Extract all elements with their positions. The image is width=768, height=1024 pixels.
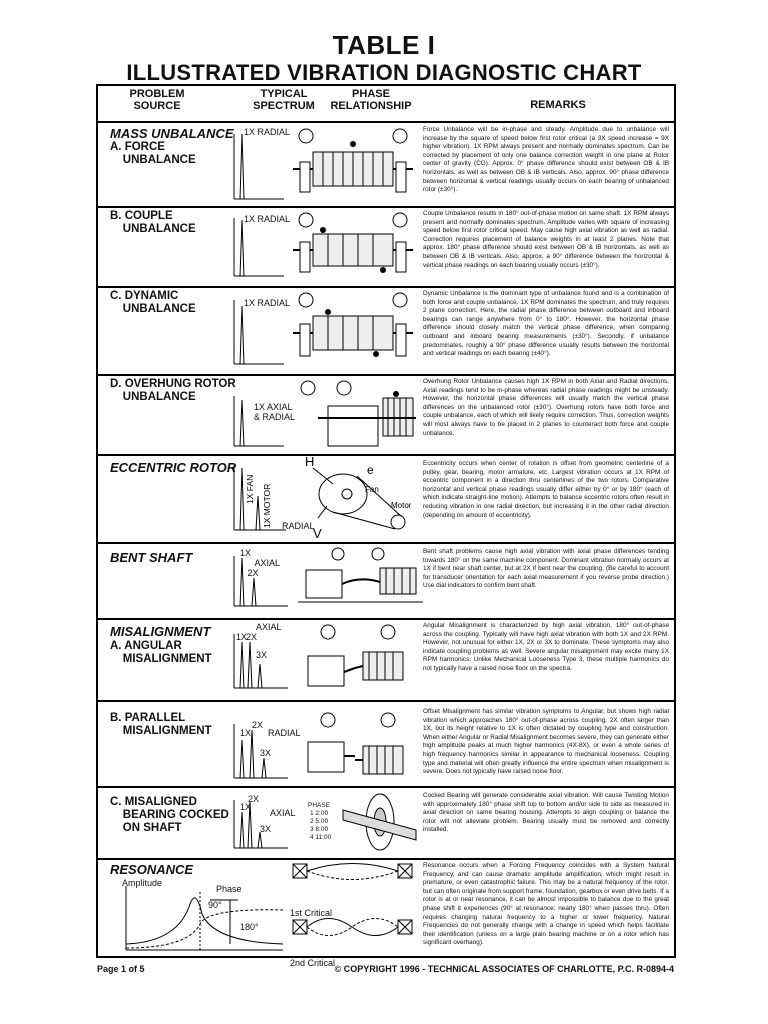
dynamic-rotor-illustration (288, 288, 418, 373)
eccentric-fan-spec-label: 1X FAN (245, 474, 255, 504)
overhung-remarks: Overhung Rotor Unbalance causes high 1X RPM in both Axial and Radial directions. Axial readings tend to be in-phase whereas radial phase readings might be unsteady. However, the horizontal phase differences will usually match the vertical phase differences on the unbalanced rotor (±30°). Overhung rotors have both force and couple unbalance, each of which will likely require correction. Thus, correction weights will most always have to be placed in 2 planes to counteract both force and couple unbalance. (423, 378, 669, 437)
angular-2x-label: 2X (246, 632, 258, 642)
bent-shaft-label: BENT SHAFT (110, 550, 193, 565)
row-divider (98, 700, 674, 702)
chart-table (96, 84, 676, 968)
resonance-90-label: 90° (208, 900, 222, 910)
eccentric-radial-label: RADIAL (282, 521, 315, 531)
row-divider (98, 858, 674, 860)
resonance-label: RESONANCE (110, 862, 194, 877)
overhung-unbalance-label: D. OVERHUNG ROTOR UNBALANCE (110, 378, 236, 403)
overhung-spec-label: 1X AXIAL & RADIAL (254, 402, 296, 422)
header-divider (98, 121, 674, 123)
eccentric-e-label: e (367, 463, 374, 477)
title-line-1: TABLE I (332, 30, 436, 60)
couple-rotor-illustration (288, 208, 418, 286)
resonance-180-label: 180° (240, 922, 259, 932)
parallel-3x-label: 3X (260, 748, 272, 758)
eccentric-motor-label: Motor (391, 501, 412, 510)
cocked-bearing-label: C. MISALIGNED BEARING COCKED ON SHAFT (110, 796, 229, 834)
force-rotor-illustration (288, 124, 418, 206)
eccentric-fan-label: Fan (365, 485, 379, 494)
eccentric-motor-spec-label: 1X MOTOR (262, 483, 272, 528)
resonance-amplitude-label: Amplitude (122, 878, 163, 888)
cocked-remarks: Cocked Bearing will generate considerable axial vibration. Will cause Twisting Motion with approximately 180° phase shift top to bottom and/or side to side as measured in axial direction on same bearing housing. Attempts to align coupling or balance the rotor will not alleviate problem. Bearing usually must be removed and correctly installed. (423, 792, 669, 834)
mass-unbalance-title: MASS UNBALANCE (110, 126, 234, 141)
couple-unbalance-label: B. COUPLE UNBALANCE (110, 210, 196, 235)
overhung-spectrum-plot (226, 376, 286, 456)
couple-spec-label: 1X RADIAL (244, 214, 291, 224)
cocked-phase-title: PHASE (308, 802, 331, 809)
resonance-mode-shape-illustration (288, 862, 418, 958)
force-spec-label: 1X RADIAL (244, 127, 291, 137)
cocked-phase-row: 1 2:00 (310, 810, 329, 817)
resonance-curve-plot (118, 884, 288, 954)
header-remarks: REMARKS (530, 99, 586, 111)
misalignment-title: MISALIGNMENT (110, 624, 211, 639)
row-divider (98, 786, 674, 788)
couple-spectrum-plot (226, 208, 286, 288)
force-unbalance-label: A. FORCE UNBALANCE (110, 141, 196, 166)
parallel-spectrum-plot (226, 702, 296, 786)
dynamic-unbalance-label: C. DYNAMIC UNBALANCE (110, 290, 196, 315)
cocked-phase-row: 2 5:00 (310, 818, 329, 825)
row-divider (98, 618, 674, 620)
angular-spectrum-plot (226, 620, 296, 700)
title-line-2: ILLUSTRATED VIBRATION DIAGNOSTIC CHART (126, 60, 642, 85)
parallel-misalignment-label: B. PARALLEL MISALIGNMENT (110, 712, 212, 737)
footer-copyright: © COPYRIGHT 1996 - TECHNICAL ASSOCIATES OF CHARLOTTE, P.C. R-0894-4 (334, 964, 674, 974)
force-remarks: Force Unbalance will be in-phase and steady. Amplitude due to unbalance will increase by the square of speed below first rotor critical (a 3X speed increase = 9X higher vibration). 1X RPM always present and normally dominates spectrum. Can be corrected by placement of only one balance correction weight in one plane at Rotor center of gravity (CG). Approx. 0° phase difference should exist between OB & IB horizontals, as well as between OB & IB verticals. Also, approx. 90° phase difference between horizontal & vertical readings usually occurs on each bearing of unbalanced rotor (±30°). (423, 126, 669, 194)
cocked-3x-label: 3X (260, 824, 272, 834)
cocked-phase-row: 4 11:00 (310, 834, 332, 841)
cocked-1x-label: 1X (240, 802, 252, 812)
overhung-rotor-illustration (288, 376, 423, 456)
angular-1x-label: 1X (236, 632, 248, 642)
bent-spectrum-plot (226, 544, 296, 614)
angular-misalignment-illustration (303, 622, 423, 697)
eccentric-rotor-label: ECCENTRIC ROTOR (110, 460, 237, 475)
dynamic-spec-label: 1X RADIAL (244, 298, 291, 308)
resonance-remarks: Resonance occurs when a Forcing Frequency coincides with a System Natural Frequency, and can cause dramatic amplitude amplification, which might result in premature, or even catastrophic failure. This may be a natural frequency of the rotor, but can often originate from support frame, foundation, gearbox or even drive belts. If a rotor is at or near resonance, it can be almost impossible to balance due to the great phase shift it experiences (90° at resonance; nearly 180° when passes thru). Often requires changing natural frequency to a higher or lower frequency. Natural Frequencies do not generally change with a change in speed which helps facilitate their identification (unless on a large plain bearing machine or on a rotor which has significant overhang). (423, 862, 669, 947)
cocked-phase-row: 3 8:00 (310, 826, 329, 833)
footer-page-number: Page 1 of 5 (97, 964, 145, 974)
parallel-remarks: Offset Misalignment has similar vibration symptoms to Angular, but shows high radial vibration which approaches 180° out-of-phase across coupling. 2X often larger than 1X, but its height relative to 1X is often dictated by coupling type and construction. When either Angular or Radial Misalignment becomes severe, they can generate either high amplitude peaks at much higher harmonics (4X-8X), or even a whole series of high frequency harmonics similar in appearance to mechanical looseness. Coupling type and material will often greatly influence the entire spectrum when misalignment is severe. Does not typically have raised noise floor. (423, 708, 669, 776)
angular-axial-label: AXIAL (256, 622, 282, 632)
force-spectrum-plot (226, 124, 286, 209)
row-divider (98, 542, 674, 544)
bent-spec-label: 1X AXIAL 2X (240, 548, 281, 578)
dynamic-remarks: Dynamic Unbalance is the dominant type of unbalance found and is a combination of both force and couple unbalance. 1X RPM dominates the spectrum, and truly requires 2 plane correction. Here, the radial phase difference between outboard and inboard bearings can range anywhere from 0° to 180°. However, the horizontal phase difference should closely match the vertical phase difference, when comparing outboard and inboard bearing measurements (±30°). Secondly, if unbalance predominates, roughly a 90° phase difference usually results between the horizontal and vertical readings on each bearing (±40°). (423, 290, 669, 358)
cocked-phase-list (310, 810, 331, 842)
angular-misalignment-label: A. ANGULAR MISALIGNMENT (110, 640, 212, 665)
cocked-2x-label: 2X (248, 794, 260, 804)
resonance-phase-label: Phase (216, 884, 242, 894)
header-phase-relationship: PHASE RELATIONSHIP (330, 88, 412, 112)
parallel-2x-label: 2X (252, 720, 264, 730)
eccentric-h-label: H (305, 456, 315, 469)
resonance-1st-critical-label: 1st Critical (290, 908, 333, 918)
parallel-misalignment-illustration (303, 712, 423, 784)
couple-remarks: Couple Unbalance results in 180° out-of-phase motion on same shaft. 1X RPM always present and normally dominates spectrum. Amplitude varies with square of increasing speed below first rotor critical speed. May cause high axial vibration as well as radial. Correction requires placement of balance weights in at least 2 planes. Note that approx. 180° phase difference should exist between OB & IB horizontals, as well as between OB & IB verticals. Also, approx. a 90° difference between the horizontal & vertical phase readings on each bearing usually occurs (±30°). (423, 210, 669, 269)
eccentric-rotor-illustration (303, 456, 418, 541)
resonance-2nd-critical-label: 2nd Critical (290, 958, 336, 968)
cocked-bearing-illustration (338, 790, 420, 854)
parallel-radial-label: RADIAL (268, 728, 301, 738)
eccentric-remarks: Eccentricity occurs when center of rotation is offset from geometric centerline of a pulley, gear, bearing, motor armature, etc. Largest vibration occurs at 1X RPM of eccentric component in a direction thru centerlines of the two rotors. Comparative horizontal and vertical phase readings usually differ either by 0° or by 180° (each of which indicate straight-line motion). Attempts to balance eccentric rotors often result in reducing vibration in one radial direction, but increasing it in the other radial direction (depending on amount of eccentricity). (423, 460, 669, 519)
parallel-1x-label: 1X (240, 728, 252, 738)
header-typical-spectrum: TYPICAL SPECTRUM (253, 88, 315, 112)
angular-3x-label: 3X (256, 650, 268, 660)
angular-remarks: Angular Misalignment is characterized by high axial vibration, 180° out-of-phase across the coupling. Typically will have high axial vibration with both 1X and 2X RPM. However, not unusual for either 1X, 2X or 3X to dominate. These symptoms may also indicate coupling problems as well. Severe angular misalignment may excite many 1X RPM harmonics. Unlike Mechanical Looseness Type 3, these multiple harmonics do not typically have a raised noise floor on the spectra. (423, 622, 669, 672)
eccentric-v-label: V (313, 526, 322, 541)
header-problem-source: PROBLEM SOURCE (129, 88, 185, 112)
cocked-axial-label: AXIAL (270, 808, 296, 818)
dynamic-spectrum-plot (226, 288, 286, 373)
cocked-spectrum-plot (226, 788, 296, 854)
bent-shaft-illustration (298, 546, 423, 612)
bent-remarks: Bent shaft problems cause high axial vibration with axial phase differences tending towards 180° on the same machine component. Dominant vibration normally occurs at 1X if bent near shaft center, but at 2X if bent near the coupling. (Be careful to account for transducer orientation for each axial measurement if you reverse probe direction.) Use dial indicators to confirm bent shaft. (423, 548, 669, 590)
